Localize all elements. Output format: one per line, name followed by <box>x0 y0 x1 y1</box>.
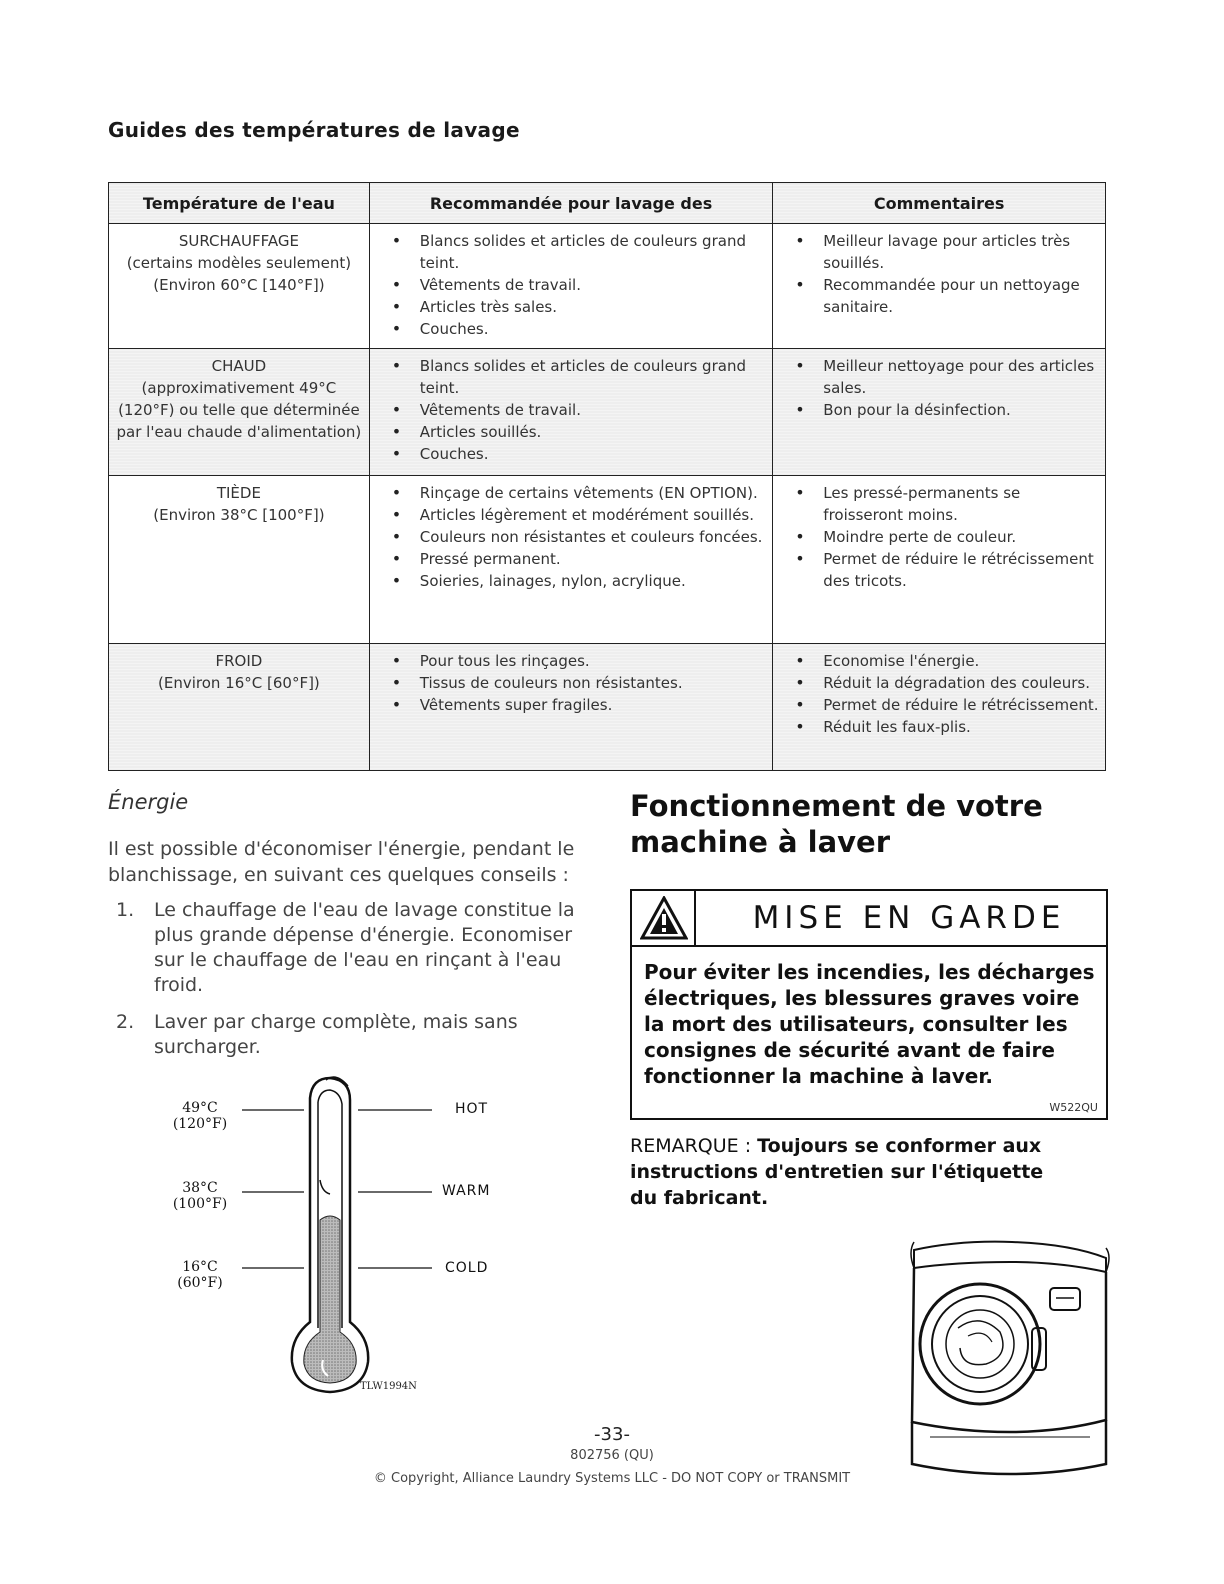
list-item: • Permet de réduire le rétrécissement des tricots. <box>795 548 1101 592</box>
table-header-row <box>109 183 1106 224</box>
list-item: • Articles légèrement et modérément souillés. <box>392 504 769 526</box>
list-item: • Réduit la dégradation des couleurs. <box>795 672 1101 694</box>
temp-name: SURCHAUFFAGE <box>178 232 299 250</box>
list-item: • Articles souillés. <box>392 421 769 443</box>
warm-celsius: 38°C <box>182 1180 218 1196</box>
warning-header <box>632 891 1106 947</box>
list-item: • Pour tous les rinçages. <box>392 650 769 672</box>
temp-cell <box>109 224 370 349</box>
warning-title: MISE EN GARDE <box>752 900 1066 936</box>
list-item: • Couches. <box>392 318 769 340</box>
temp-name: FROID <box>215 652 263 670</box>
cold-fahrenheit: (60°F) <box>177 1275 223 1291</box>
remark-text: Toujours se conformer aux instructions d'entretien sur l'étiquette du fabricant. <box>630 1135 1044 1209</box>
warm-temp-label <box>160 1180 240 1212</box>
table-row <box>109 644 1106 771</box>
table-row <box>109 476 1106 644</box>
temperature-table <box>108 182 1106 771</box>
hot-temp-label <box>160 1100 240 1132</box>
list-item: • Vêtements de travail. <box>392 399 769 421</box>
temp-detail: (Environ 16°C [60°F]) <box>158 674 320 692</box>
item-number: 1. <box>116 899 135 921</box>
page-number: -33- <box>594 1424 630 1445</box>
list-item: • Couleurs non résistantes et couleurs foncées. <box>392 526 769 548</box>
list-item: • Recommandée pour un nettoyage sanitaire. <box>795 274 1101 318</box>
list-item: • Pressé permanent. <box>392 548 769 570</box>
thermometer-icon <box>292 1077 368 1392</box>
page-heading: Fonctionnement de votre machine à laver <box>630 789 1043 859</box>
hot-fahrenheit: (120°F) <box>172 1116 228 1132</box>
list-item: • Réduit les faux-plis. <box>795 716 1101 738</box>
cold-label: COLD <box>445 1260 489 1276</box>
temp-detail: (approximativement 49°C <box>141 379 337 397</box>
item-text: Le chauffage de l'eau de lavage constitue la plus grande dépense d'énergie. Economiser sur le chauffage de l'eau en rinçant à l'eau froid. <box>154 899 575 996</box>
hot-label: HOT <box>455 1101 489 1117</box>
list-item: • Tissus de couleurs non résistantes. <box>392 672 769 694</box>
comments-cell <box>773 224 1106 349</box>
header-divider <box>694 891 696 945</box>
recommended-cell <box>369 224 773 349</box>
energie-intro: Il est possible d'économiser l'énergie, pendant le blanchissage, en suivant ces quelques conseils : <box>108 838 575 886</box>
temp-cell <box>109 644 370 771</box>
list-item: • Les pressé-permanents se froisseront moins. <box>795 482 1101 526</box>
list-item: • Couches. <box>392 443 769 465</box>
remark-label: REMARQUE : <box>630 1135 752 1157</box>
warm-label: WARM <box>442 1183 491 1199</box>
table-row <box>109 349 1106 476</box>
list-item: • Articles très sales. <box>392 296 769 318</box>
list-item: • Economise l'énergie. <box>795 650 1101 672</box>
comments-cell <box>773 349 1106 476</box>
list-item: • Meilleur lavage pour articles très souillés. <box>795 230 1101 274</box>
warning-code: W522QU <box>1049 1101 1098 1114</box>
list-item: • Meilleur nettoyage pour des articles sales. <box>795 355 1101 399</box>
recommended-cell <box>369 349 773 476</box>
warm-fahrenheit: (100°F) <box>172 1196 228 1212</box>
list-item: • Soieries, lainages, nylon, acrylique. <box>392 570 769 592</box>
list-item: • Vêtements de travail. <box>392 274 769 296</box>
document-number: 802756 (QU) <box>570 1448 654 1463</box>
list-item: • Rinçage de certains vêtements (EN OPTION). <box>392 482 769 504</box>
cold-celsius: 16°C <box>182 1259 218 1275</box>
item-number: 2. <box>116 1011 135 1033</box>
list-item: • Permet de réduire le rétrécissement. <box>795 694 1101 716</box>
section-title: Guides des températures de lavage <box>108 118 520 142</box>
energie-list <box>116 898 586 1072</box>
figure-code: TLW1994N <box>360 1381 417 1392</box>
temp-detail: (certains modèles seulement) <box>126 254 352 272</box>
temp-cell <box>109 476 370 644</box>
list-item: • Blancs solides et articles de couleurs grand teint. <box>392 355 769 399</box>
recommended-cell <box>369 476 773 644</box>
header-water-temp: Température de l'eau <box>109 183 370 224</box>
hot-celsius: 49°C <box>182 1100 218 1116</box>
temp-name: CHAUD <box>211 357 267 375</box>
warning-box <box>630 889 1108 1120</box>
list-item: • Vêtements super fragiles. <box>392 694 769 716</box>
temp-detail: par l'eau chaude d'alimentation) <box>116 423 362 441</box>
list-item <box>116 898 586 998</box>
list-item <box>116 1010 586 1060</box>
table-row <box>109 224 1106 349</box>
copyright-notice: © Copyright, Alliance Laundry Systems LLC - DO NOT COPY or TRANSMIT <box>373 1471 851 1486</box>
cold-temp-label <box>160 1259 240 1291</box>
header-comments: Commentaires <box>773 183 1106 224</box>
comments-cell <box>773 644 1106 771</box>
energie-title: Énergie <box>108 790 189 814</box>
warning-text: Pour éviter les incendies, les décharges électriques, les blessures graves voire la mort des utilisateurs, consulter les consignes de sécurité avant de faire fonctionner la machine à laver. <box>644 960 1095 1088</box>
list-item: • Moindre perte de couleur. <box>795 526 1101 548</box>
list-item: • Bon pour la désinfection. <box>795 399 1101 421</box>
list-item: • Blancs solides et articles de couleurs grand teint. <box>392 230 769 274</box>
warning-triangle-icon <box>640 896 688 940</box>
temp-name: TIÈDE <box>216 484 261 502</box>
temp-cell <box>109 349 370 476</box>
item-text: Laver par charge complète, mais sans surcharger. <box>154 1011 518 1058</box>
temp-detail: (120°F) ou telle que déterminée <box>118 401 360 419</box>
temp-detail: (Environ 60°C [140°F]) <box>153 276 325 294</box>
temp-detail: (Environ 38°C [100°F]) <box>153 506 325 524</box>
remark-note <box>630 1133 1070 1211</box>
recommended-cell <box>369 644 773 771</box>
comments-cell <box>773 476 1106 644</box>
header-recommended: Recommandée pour lavage des <box>369 183 773 224</box>
